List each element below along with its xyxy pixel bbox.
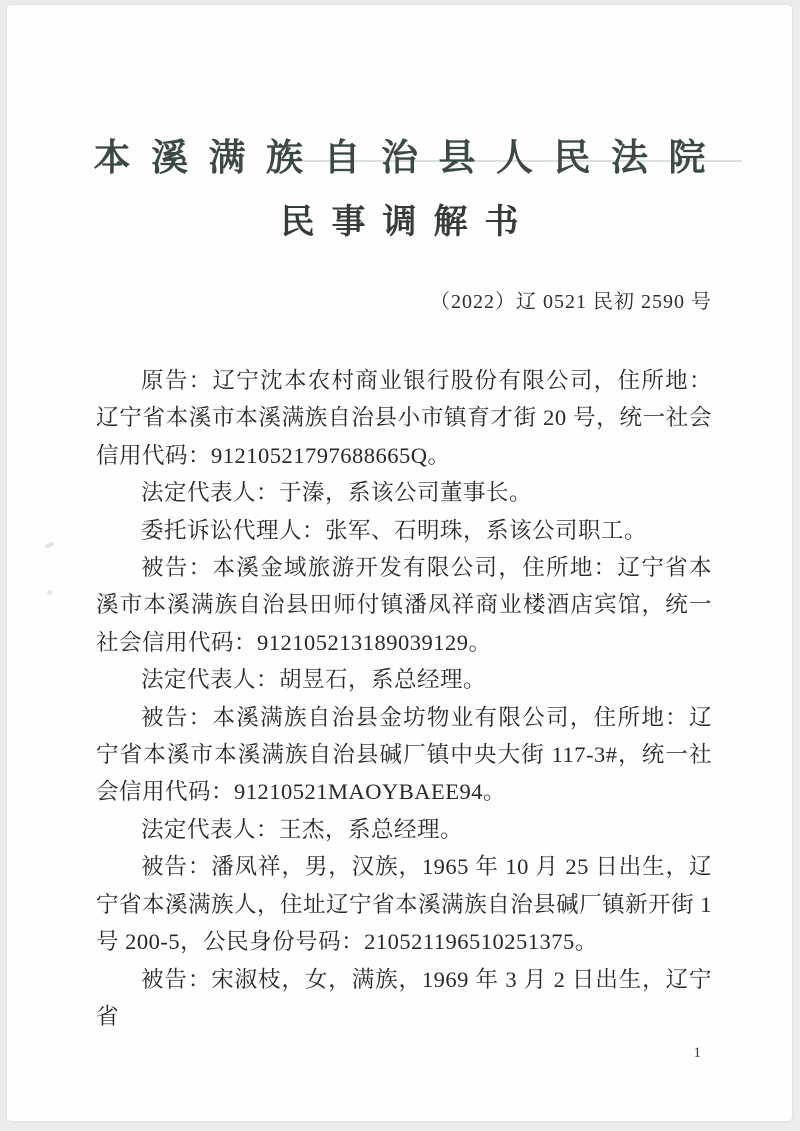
body-paragraph: 法定代表人：胡昱石，系总经理。 xyxy=(141,667,487,693)
body-paragraph: 委托诉讼代理人：张军、石明珠，系该公司职工。 xyxy=(141,517,648,543)
body-paragraph: 原告：辽宁沈本农村商业银行股份有限公司，住所地：辽宁省本溪市本溪满族自治县小市镇育才街 20 号，统一社会信用代码：91210521797688665Q。 xyxy=(96,368,712,468)
body-paragraph: 被告：本溪满族自治县金坊物业有限公司，住所地：辽宁省本溪市本溪满族自治县碱厂镇中央大街 117-3#，统一社会信用代码：91210521MAOYBAEE94。 xyxy=(96,704,712,805)
body-paragraph: 被告：潘凤祥，男，汉族，1965 年 10 月 25 日出生，辽宁省本溪满族人，住址辽宁省本溪满族自治县碱厂镇新开街 1 号 200-5，公民身份号码：210521196510251375。 xyxy=(96,854,712,955)
body-paragraph: 被告：宋淑枝，女，满族，1969 年 3 月 2 日出生，辽宁省 xyxy=(96,966,712,1029)
case-number: （2022）辽 0521 民初 2590 号 xyxy=(430,291,712,313)
scan-speck xyxy=(45,541,55,549)
document-body xyxy=(96,362,712,1035)
court-name-title: 本溪满族自治县人民法院 xyxy=(93,138,726,179)
scan-speck xyxy=(47,590,52,595)
body-paragraph: 法定代表人：于溱，系该公司董事长。 xyxy=(141,480,533,506)
page-number: 1 xyxy=(693,1045,701,1061)
body-paragraph: 法定代表人：王杰，系总经理。 xyxy=(141,816,464,842)
document-type-title: 民事调解书 xyxy=(280,204,536,241)
document-page xyxy=(7,5,792,1121)
body-paragraph: 被告：本溪金域旅游开发有限公司，住所地：辽宁省本溪市本溪满族自治县田师付镇潘凤祥商业楼酒店宾馆，统一社会信用代码：912105213189039129。 xyxy=(96,555,712,655)
